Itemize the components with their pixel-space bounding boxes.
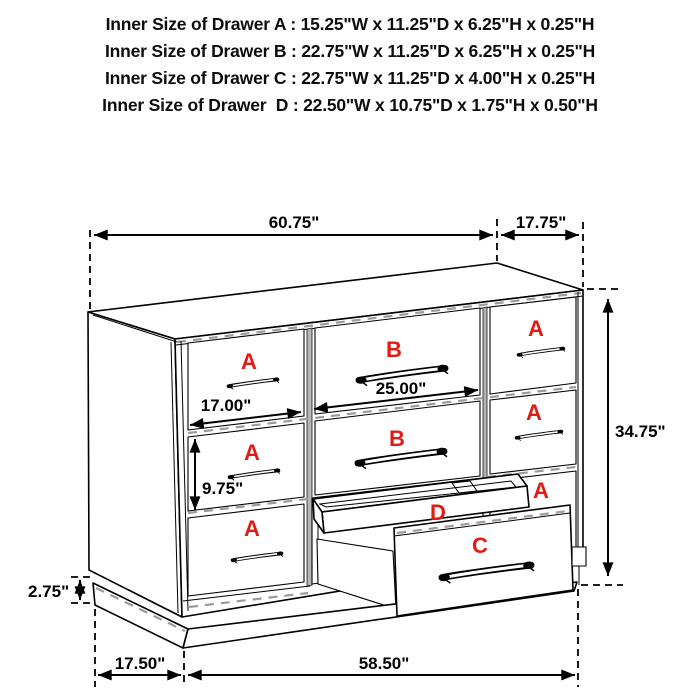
spec-title-block (102, 14, 598, 115)
divider-middle-right (483, 307, 487, 480)
drawer-label-d: D (430, 500, 446, 525)
drawer-label-a3-right: A (533, 478, 549, 503)
drawer-label-a2-right: A (526, 400, 542, 425)
dim-label: 60.75" (268, 213, 320, 232)
dim-base-height (28, 577, 93, 603)
dim-label: 17.50" (114, 654, 166, 673)
drawer-label-a1-left: A (241, 349, 257, 374)
drawer-c-side-wall (317, 539, 396, 609)
drawer-label-b1: B (386, 337, 402, 362)
drawer-label-a2-left: A (244, 440, 260, 465)
spec-line-drawer-b: Inner Size of Drawer B : 22.75"W x 11.25"D x 6.25"H x 0.25"H (104, 41, 596, 61)
drawer-label-a1-right: A (528, 316, 544, 341)
dim-label: 17.75" (515, 213, 567, 232)
dim-label: 58.50" (358, 654, 410, 673)
drawer-label-a3-left: A (244, 516, 260, 541)
right-foot (572, 547, 586, 566)
spec-line-drawer-a: Inner Size of Drawer A : 15.25"W x 11.25"D x 6.25"H x 0.25"H (105, 14, 595, 34)
dresser-drawing (88, 263, 586, 648)
dim-label: 9.75" (202, 479, 244, 498)
spec-line-drawer-c: Inner Size of Drawer C : 22.75"W x 11.25"D x 4.00"H x 0.25"H (104, 68, 596, 88)
drawer-front-a1-right (490, 297, 576, 394)
drawer-label-b2: B (389, 426, 405, 451)
drawer-label-c: C (472, 533, 488, 558)
dim-label: 25.00" (375, 379, 427, 398)
spec-line-drawer-d: Inner Size of Drawer D : 22.50"W x 10.75"D x 1.75"H x 0.50"H (102, 95, 598, 115)
dim-label: 2.75" (28, 582, 70, 601)
dim-label: 17.00" (200, 396, 252, 415)
dim-overall-height (581, 289, 666, 585)
dim-label: 34.75" (615, 422, 666, 441)
divider-left-middle (307, 328, 312, 586)
left-side-panel (88, 312, 182, 617)
